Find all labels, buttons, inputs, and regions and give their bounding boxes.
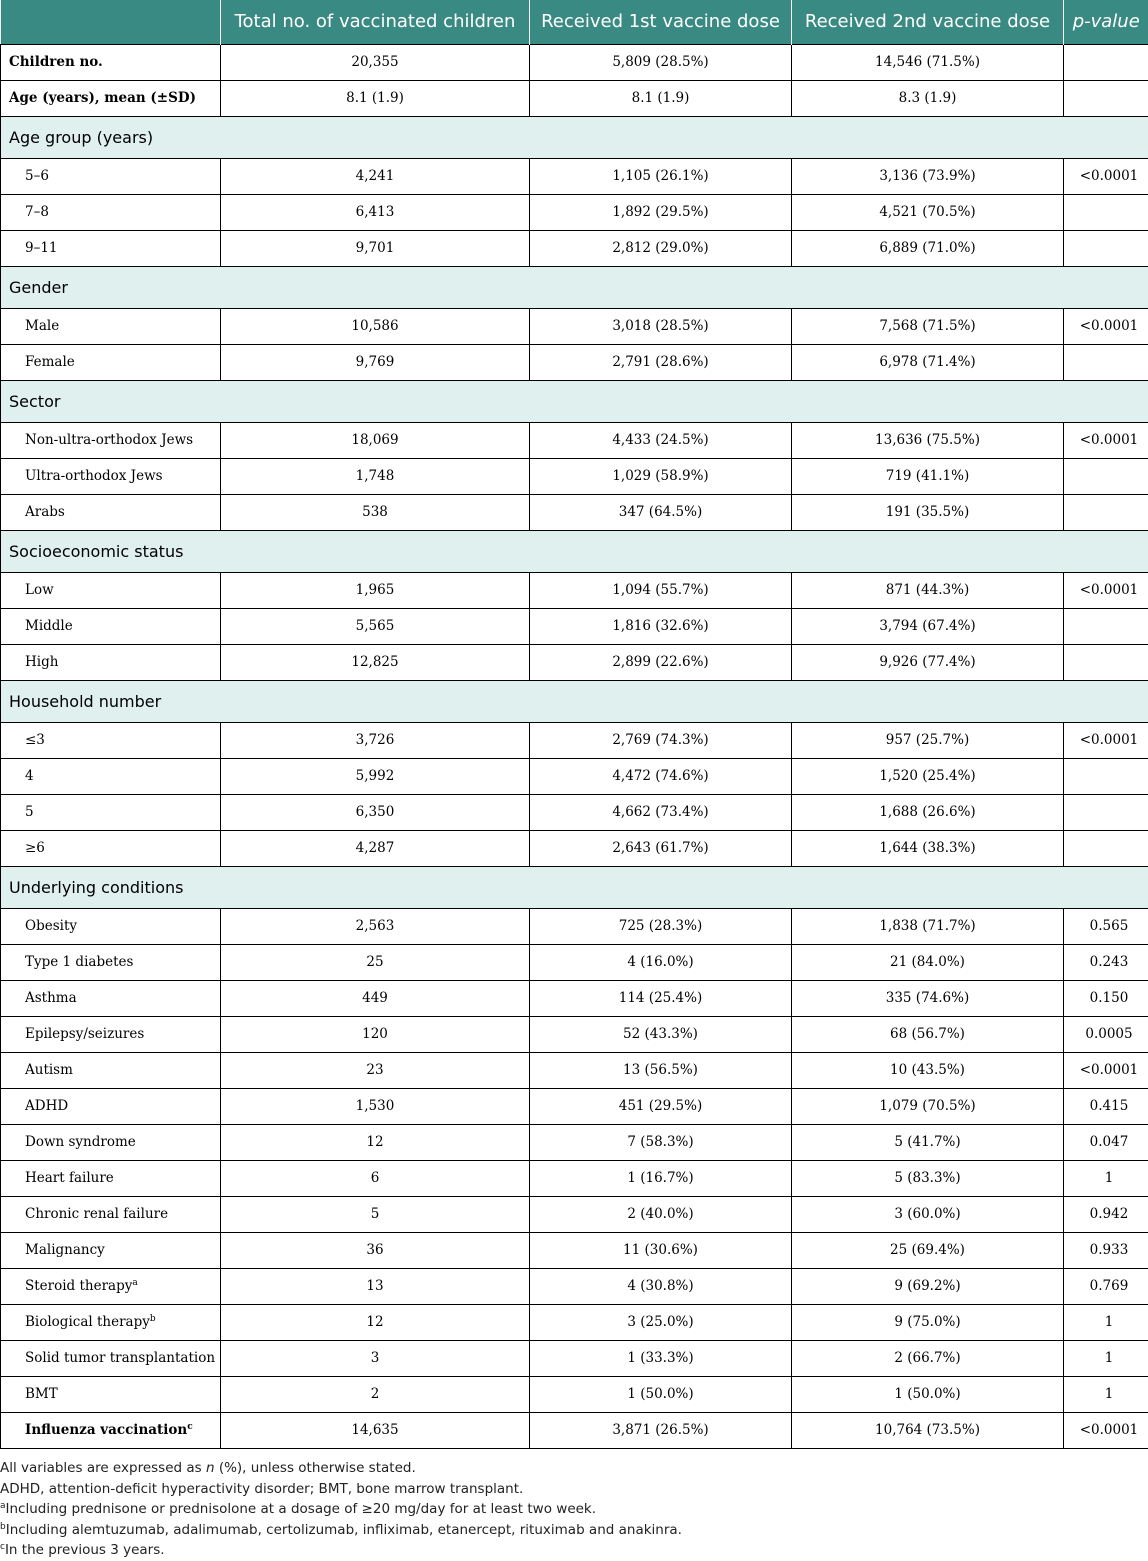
pvalue-cell: [1064, 458, 1148, 494]
row-label-cell: [1, 1196, 221, 1232]
dose2-cell: 13,636 (75.5%): [792, 422, 1064, 458]
dose2-cell: 10 (43.5%): [792, 1052, 1064, 1088]
row-label-cell: [1, 1016, 221, 1052]
dose1-cell: 11 (30.6%): [530, 1232, 792, 1268]
dose1-cell: 114 (25.4%): [530, 980, 792, 1016]
pvalue-cell: <0.0001: [1064, 422, 1148, 458]
total-cell: 4,287: [221, 830, 530, 866]
section-header-row: [1, 116, 1148, 158]
row-label: Male: [25, 318, 59, 334]
table-row: [1, 572, 1148, 608]
pvalue-cell: <0.0001: [1064, 722, 1148, 758]
dose1-cell: 1,105 (26.1%): [530, 158, 792, 194]
dose1-cell: 3,871 (26.5%): [530, 1412, 792, 1448]
dose2-cell: 9 (69.2%): [792, 1268, 1064, 1304]
total-cell: 1,965: [221, 572, 530, 608]
dose1-cell: 1 (16.7%): [530, 1160, 792, 1196]
total-cell: 12: [221, 1304, 530, 1340]
total-cell: 3,726: [221, 722, 530, 758]
row-label-cell: [1, 980, 221, 1016]
row-label-cell: [1, 80, 221, 116]
dose2-cell: 14,546 (71.5%): [792, 44, 1064, 80]
table-row: [1, 44, 1148, 80]
dose2-cell: 68 (56.7%): [792, 1016, 1064, 1052]
dose2-cell: 1,079 (70.5%): [792, 1088, 1064, 1124]
header-cell-pvalue: p-value: [1064, 0, 1148, 44]
header-cell-dose1: Received 1st vaccine dose: [530, 0, 792, 44]
footnote-marker: a: [0, 1501, 6, 1511]
total-cell: 4,241: [221, 158, 530, 194]
row-label-cell: [1, 230, 221, 266]
footnote-line: [0, 1540, 1148, 1561]
row-label: 5: [25, 804, 34, 820]
table-body: [1, 44, 1148, 1448]
total-cell: 23: [221, 1052, 530, 1088]
pvalue-cell: 0.565: [1064, 908, 1148, 944]
row-label-cell: [1, 1340, 221, 1376]
dose2-cell: 1,520 (25.4%): [792, 758, 1064, 794]
footnote-line: [0, 1499, 1148, 1520]
footnote-line: [0, 1520, 1148, 1541]
dose2-cell: 21 (84.0%): [792, 944, 1064, 980]
row-label-cell: [1, 572, 221, 608]
section-title: Age group (years): [1, 116, 1148, 158]
dose2-cell: 957 (25.7%): [792, 722, 1064, 758]
pvalue-cell: [1064, 80, 1148, 116]
row-label-cell: [1, 458, 221, 494]
dose2-cell: 25 (69.4%): [792, 1232, 1064, 1268]
dose1-cell: 1 (50.0%): [530, 1376, 792, 1412]
pvalue-cell: [1064, 230, 1148, 266]
table-row: [1, 308, 1148, 344]
table-row: [1, 1412, 1148, 1448]
total-cell: 120: [221, 1016, 530, 1052]
dose1-cell: 4,662 (73.4%): [530, 794, 792, 830]
row-label-cell: [1, 1304, 221, 1340]
table-row: [1, 458, 1148, 494]
pvalue-cell: 0.942: [1064, 1196, 1148, 1232]
footnote-text: Including alemtuzumab, adalimumab, certolizumab, infliximab, etanercept, rituximab and anakinra.: [6, 1522, 682, 1538]
dose2-cell: 9,926 (77.4%): [792, 644, 1064, 680]
row-label: Asthma: [25, 990, 77, 1006]
row-label: Obesity: [25, 918, 77, 934]
row-label: 9–11: [25, 240, 58, 256]
row-label-cell: [1, 644, 221, 680]
table-row: [1, 1304, 1148, 1340]
row-label: BMT: [25, 1386, 58, 1402]
row-label: Low: [25, 582, 54, 598]
dose2-cell: 10,764 (73.5%): [792, 1412, 1064, 1448]
table-row: [1, 494, 1148, 530]
total-cell: 6,350: [221, 794, 530, 830]
footnote-italic-text: n: [206, 1460, 215, 1476]
pvalue-cell: [1064, 608, 1148, 644]
row-label: Malignancy: [25, 1242, 105, 1258]
pvalue-cell: 0.150: [1064, 980, 1148, 1016]
dose1-cell: 4 (16.0%): [530, 944, 792, 980]
row-label: Type 1 diabetes: [25, 954, 133, 970]
footnote-text: Including prednisone or prednisolone at a dosage of ≥20 mg/day for at least two week.: [6, 1501, 597, 1517]
total-cell: 12,825: [221, 644, 530, 680]
header-cell-label: [1, 0, 221, 44]
table-row: [1, 644, 1148, 680]
table-row: [1, 722, 1148, 758]
dose1-cell: 1,094 (55.7%): [530, 572, 792, 608]
row-label: Middle: [25, 618, 73, 634]
table-row: [1, 1232, 1148, 1268]
dose2-cell: 3 (60.0%): [792, 1196, 1064, 1232]
row-label-cell: [1, 494, 221, 530]
dose1-cell: 3 (25.0%): [530, 1304, 792, 1340]
table-row: [1, 1196, 1148, 1232]
dose2-cell: 2 (66.7%): [792, 1340, 1064, 1376]
dose1-cell: 1,816 (32.6%): [530, 608, 792, 644]
pvalue-cell: 1: [1064, 1376, 1148, 1412]
row-label-cell: [1, 1088, 221, 1124]
row-label: Autism: [25, 1062, 73, 1078]
section-header-row: [1, 380, 1148, 422]
row-label-cell: [1, 1160, 221, 1196]
row-label: Heart failure: [25, 1170, 114, 1186]
dose1-cell: 347 (64.5%): [530, 494, 792, 530]
footnote-text: In the previous 3 years.: [5, 1542, 165, 1558]
dose2-cell: 1,644 (38.3%): [792, 830, 1064, 866]
dose1-cell: 13 (56.5%): [530, 1052, 792, 1088]
total-cell: 36: [221, 1232, 530, 1268]
section-header-row: [1, 266, 1148, 308]
dose1-cell: 7 (58.3%): [530, 1124, 792, 1160]
table-row: [1, 230, 1148, 266]
dose1-cell: 725 (28.3%): [530, 908, 792, 944]
table-footnotes: [0, 1458, 1148, 1561]
dose2-cell: 191 (35.5%): [792, 494, 1064, 530]
row-label: ≤3: [25, 732, 45, 748]
table-row: [1, 158, 1148, 194]
pvalue-cell: 1: [1064, 1160, 1148, 1196]
dose2-cell: 3,794 (67.4%): [792, 608, 1064, 644]
dose2-cell: 1 (50.0%): [792, 1376, 1064, 1412]
dose1-cell: 3,018 (28.5%): [530, 308, 792, 344]
pvalue-cell: [1064, 830, 1148, 866]
dose1-cell: 1,029 (58.9%): [530, 458, 792, 494]
table-row: [1, 194, 1148, 230]
row-label-cell: [1, 608, 221, 644]
row-label-cell: [1, 344, 221, 380]
row-label: Solid tumor transplantation: [25, 1350, 215, 1366]
pvalue-cell: <0.0001: [1064, 1052, 1148, 1088]
table-row: [1, 422, 1148, 458]
table-row: [1, 1160, 1148, 1196]
dose2-cell: 3,136 (73.9%): [792, 158, 1064, 194]
footnote-line: [0, 1458, 1148, 1479]
row-label-cell: [1, 1412, 221, 1448]
dose2-cell: 1,838 (71.7%): [792, 908, 1064, 944]
row-label: High: [25, 654, 58, 670]
row-label: Non-ultra-orthodox Jews: [25, 432, 193, 448]
total-cell: 9,701: [221, 230, 530, 266]
section-header-row: [1, 866, 1148, 908]
table-row: [1, 1268, 1148, 1304]
row-label: 4: [25, 768, 34, 784]
dose1-cell: 2 (40.0%): [530, 1196, 792, 1232]
pvalue-cell: [1064, 44, 1148, 80]
dose1-cell: 1,892 (29.5%): [530, 194, 792, 230]
dose1-cell: 2,769 (74.3%): [530, 722, 792, 758]
total-cell: 6,413: [221, 194, 530, 230]
row-label-cell: [1, 794, 221, 830]
table-row: [1, 1088, 1148, 1124]
row-label-cell: [1, 722, 221, 758]
dose2-cell: 7,568 (71.5%): [792, 308, 1064, 344]
pvalue-cell: [1064, 194, 1148, 230]
table-row: [1, 830, 1148, 866]
pvalue-cell: [1064, 494, 1148, 530]
footnote-marker: b: [150, 1314, 156, 1324]
row-label: ≥6: [25, 840, 45, 856]
pvalue-cell: [1064, 644, 1148, 680]
row-label-cell: [1, 308, 221, 344]
dose1-cell: 2,643 (61.7%): [530, 830, 792, 866]
dose1-cell: 52 (43.3%): [530, 1016, 792, 1052]
row-label: Chronic renal failure: [25, 1206, 168, 1222]
footnote-text: All variables are expressed as: [0, 1460, 206, 1476]
dose1-cell: 4,433 (24.5%): [530, 422, 792, 458]
total-cell: 5,992: [221, 758, 530, 794]
row-label: Children no.: [9, 54, 103, 70]
section-header-row: [1, 530, 1148, 572]
row-label-cell: [1, 1268, 221, 1304]
row-label-cell: [1, 908, 221, 944]
dose2-cell: 871 (44.3%): [792, 572, 1064, 608]
footnote-marker: c: [0, 1542, 5, 1552]
row-label: ADHD: [25, 1098, 68, 1114]
table-row: [1, 344, 1148, 380]
total-cell: 14,635: [221, 1412, 530, 1448]
section-title: Socioeconomic status: [1, 530, 1148, 572]
header-cell-dose2: Received 2nd vaccine dose: [792, 0, 1064, 44]
row-label: Arabs: [25, 504, 65, 520]
pvalue-cell: [1064, 794, 1148, 830]
pvalue-cell: 0.0005: [1064, 1016, 1148, 1052]
table-header: [1, 0, 1148, 44]
row-label-cell: [1, 830, 221, 866]
dose1-cell: 5,809 (28.5%): [530, 44, 792, 80]
row-label-cell: [1, 158, 221, 194]
pvalue-cell: 1: [1064, 1304, 1148, 1340]
total-cell: 538: [221, 494, 530, 530]
dose2-cell: 335 (74.6%): [792, 980, 1064, 1016]
dose2-cell: 4,521 (70.5%): [792, 194, 1064, 230]
row-label: Down syndrome: [25, 1134, 136, 1150]
section-title: Underlying conditions: [1, 866, 1148, 908]
row-label-cell: [1, 1376, 221, 1412]
row-label-cell: [1, 194, 221, 230]
total-cell: 2: [221, 1376, 530, 1412]
total-cell: 25: [221, 944, 530, 980]
row-label: Ultra-orthodox Jews: [25, 468, 163, 484]
dose1-cell: 2,812 (29.0%): [530, 230, 792, 266]
row-label-cell: [1, 1052, 221, 1088]
row-label-cell: [1, 944, 221, 980]
dose1-cell: 2,899 (22.6%): [530, 644, 792, 680]
table-row: [1, 80, 1148, 116]
total-cell: 2,563: [221, 908, 530, 944]
pvalue-cell: <0.0001: [1064, 572, 1148, 608]
total-cell: 20,355: [221, 44, 530, 80]
dose1-cell: 2,791 (28.6%): [530, 344, 792, 380]
table-row: [1, 944, 1148, 980]
table-row: [1, 1016, 1148, 1052]
row-label: 7–8: [25, 204, 49, 220]
footnote-text: ADHD, attention-deficit hyperactivity disorder; BMT, bone marrow transplant.: [0, 1481, 523, 1497]
total-cell: 449: [221, 980, 530, 1016]
dose1-cell: 451 (29.5%): [530, 1088, 792, 1124]
pvalue-cell: 0.933: [1064, 1232, 1148, 1268]
dose1-cell: 1 (33.3%): [530, 1340, 792, 1376]
row-label: Age (years), mean (±SD): [9, 90, 196, 106]
table-row: [1, 1340, 1148, 1376]
row-label-cell: [1, 44, 221, 80]
total-cell: 3: [221, 1340, 530, 1376]
row-label: Steroid therapy: [25, 1278, 132, 1294]
pvalue-cell: [1064, 344, 1148, 380]
total-cell: 5,565: [221, 608, 530, 644]
table-row: [1, 794, 1148, 830]
header-cell-total: Total no. of vaccinated children: [221, 0, 530, 44]
footnote-marker: c: [187, 1422, 192, 1432]
dose2-cell: 6,889 (71.0%): [792, 230, 1064, 266]
dose2-cell: 719 (41.1%): [792, 458, 1064, 494]
total-cell: 18,069: [221, 422, 530, 458]
section-header-row: [1, 680, 1148, 722]
table-row: [1, 758, 1148, 794]
pvalue-cell: 0.243: [1064, 944, 1148, 980]
row-label: 5–6: [25, 168, 49, 184]
dose1-cell: 4 (30.8%): [530, 1268, 792, 1304]
row-label: Epilepsy/seizures: [25, 1026, 144, 1042]
section-title: Gender: [1, 266, 1148, 308]
pvalue-cell: 0.047: [1064, 1124, 1148, 1160]
pvalue-cell: <0.0001: [1064, 158, 1148, 194]
total-cell: 12: [221, 1124, 530, 1160]
dose1-cell: 8.1 (1.9): [530, 80, 792, 116]
row-label-cell: [1, 1124, 221, 1160]
dose2-cell: 6,978 (71.4%): [792, 344, 1064, 380]
total-cell: 1,748: [221, 458, 530, 494]
total-cell: 1,530: [221, 1088, 530, 1124]
pvalue-cell: [1064, 758, 1148, 794]
pvalue-cell: 0.415: [1064, 1088, 1148, 1124]
section-title: Sector: [1, 380, 1148, 422]
total-cell: 8.1 (1.9): [221, 80, 530, 116]
table-row: [1, 980, 1148, 1016]
dose1-cell: 4,472 (74.6%): [530, 758, 792, 794]
pvalue-cell: <0.0001: [1064, 308, 1148, 344]
dose2-cell: 5 (83.3%): [792, 1160, 1064, 1196]
table-row: [1, 908, 1148, 944]
footnote-marker: b: [0, 1522, 6, 1532]
dose2-cell: 9 (75.0%): [792, 1304, 1064, 1340]
pvalue-cell: <0.0001: [1064, 1412, 1148, 1448]
footnote-line: [0, 1479, 1148, 1500]
row-label: Biological therapy: [25, 1314, 150, 1330]
pvalue-cell: 0.769: [1064, 1268, 1148, 1304]
dose2-cell: 5 (41.7%): [792, 1124, 1064, 1160]
row-label: Influenza vaccination: [25, 1422, 187, 1438]
row-label-cell: [1, 422, 221, 458]
row-label-cell: [1, 758, 221, 794]
pvalue-cell: 1: [1064, 1340, 1148, 1376]
table-row: [1, 1052, 1148, 1088]
footnote-text: (%), unless otherwise stated.: [215, 1460, 416, 1476]
row-label-cell: [1, 1232, 221, 1268]
row-label: Female: [25, 354, 75, 370]
total-cell: 13: [221, 1268, 530, 1304]
table-row: [1, 1376, 1148, 1412]
total-cell: 6: [221, 1160, 530, 1196]
dose2-cell: 1,688 (26.6%): [792, 794, 1064, 830]
header-row: [1, 0, 1148, 44]
footnote-marker: a: [132, 1278, 137, 1288]
total-cell: 5: [221, 1196, 530, 1232]
dose2-cell: 8.3 (1.9): [792, 80, 1064, 116]
total-cell: 10,586: [221, 308, 530, 344]
section-title: Household number: [1, 680, 1148, 722]
table-row: [1, 608, 1148, 644]
total-cell: 9,769: [221, 344, 530, 380]
table-row: [1, 1124, 1148, 1160]
